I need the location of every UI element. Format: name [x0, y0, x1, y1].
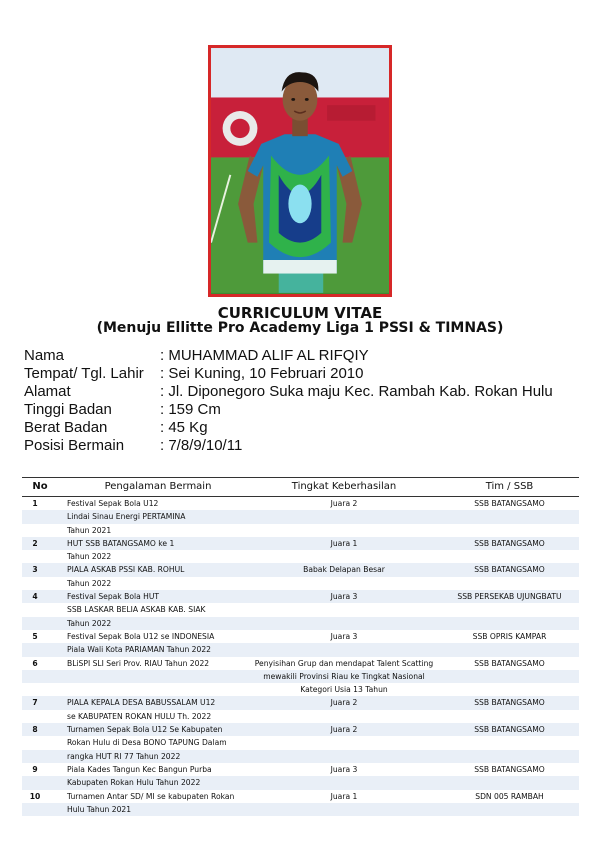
table-row [22, 750, 579, 763]
cell-achievement [248, 803, 440, 816]
cell-team [440, 670, 579, 683]
cell-no [22, 750, 48, 763]
table-row [22, 657, 579, 670]
cell-team [440, 803, 579, 816]
cell-no [22, 510, 48, 523]
cell-experience: Lindai Sinau Energi PERTAMINA [67, 512, 186, 522]
table-row [22, 603, 579, 616]
bio-value: : 159 Cm [160, 401, 221, 418]
cell-no: 4 [32, 592, 38, 602]
table-row [22, 550, 579, 563]
cell-achievement [248, 617, 440, 630]
bio-row-birth [24, 365, 584, 383]
cell-achievement [248, 750, 440, 763]
table-row [22, 710, 579, 723]
cell-experience: Tahun 2021 [67, 525, 112, 535]
bio-label: Nama [24, 347, 65, 364]
cell-achievement: Juara 2 [330, 499, 358, 508]
cell-team [440, 750, 579, 763]
table-row [22, 537, 579, 550]
cell-team: SSB BATANGSAMO [474, 658, 545, 668]
cell-achievement [248, 524, 440, 537]
cell-achievement: Juara 1 [330, 538, 358, 548]
table-row [22, 736, 579, 749]
cell-achievement [248, 510, 440, 523]
table-body [22, 497, 579, 816]
cell-team [440, 603, 579, 616]
cell-experience: Hulu Tahun 2021 [67, 804, 132, 814]
cell-no: 10 [29, 791, 41, 801]
cell-experience: PIALA KEPALA DESA BABUSSALAM U12 [67, 698, 216, 708]
cell-no [22, 776, 48, 789]
cell-achievement: mewakili Provinsi Riau ke Tingkat Nasional [263, 671, 425, 681]
bio-row-weight [24, 419, 584, 437]
bio-value: : 7/8/9/10/11 [160, 437, 243, 454]
header-no: No [32, 481, 48, 492]
cell-achievement [248, 603, 440, 616]
cell-no: 2 [32, 538, 38, 548]
table-row [22, 590, 579, 603]
cell-no: 7 [32, 698, 38, 708]
table-row [22, 563, 579, 576]
cell-achievement: Juara 3 [330, 592, 358, 602]
cell-no [22, 577, 48, 590]
cell-achievement: Juara 3 [330, 631, 358, 641]
cell-no [22, 736, 48, 749]
header-achievement: Tingkat Keberhasilan [291, 481, 397, 492]
bio-value: : Jl. Diponegoro Suka maju Kec. Rambah Kab. Rokan Hulu [160, 383, 553, 400]
cell-achievement: Babak Delapan Besar [303, 565, 385, 575]
table-row [22, 803, 579, 816]
cell-no: 8 [32, 725, 38, 735]
cell-achievement [248, 776, 440, 789]
table-row [22, 497, 579, 510]
cell-team [440, 524, 579, 537]
bio-value: : MUHAMMAD ALIF AL RIFQIY [160, 347, 369, 364]
cell-team [440, 683, 579, 696]
cell-no [22, 550, 48, 563]
cell-team: SDN 005 RAMBAH [475, 791, 544, 801]
cell-experience [48, 670, 248, 683]
cell-experience: SSB LASKAR BELIA ASKAB KAB. SIAK [67, 605, 206, 615]
cell-achievement: Penyisihan Grup dan mendapat Talent Scatting [254, 658, 434, 668]
cell-no [22, 603, 48, 616]
cell-team [440, 550, 579, 563]
cell-achievement [248, 710, 440, 723]
cell-team: SSB BATANGSAMO [474, 698, 545, 708]
cell-no [22, 524, 48, 537]
cell-no [22, 683, 48, 696]
cell-no: 9 [32, 764, 38, 774]
player-photo [208, 45, 392, 297]
cell-no [22, 803, 48, 816]
cell-experience: Festival Sepak Bola HUT [67, 592, 160, 602]
cell-experience: Piala Kades Tangun Kec Bangun Purba [67, 764, 212, 774]
table-row [22, 577, 579, 590]
cell-team [440, 710, 579, 723]
cell-experience: Festival Sepak Bola U12 [67, 499, 159, 508]
cell-achievement: Juara 2 [330, 725, 358, 735]
bio-label: Tinggi Badan [24, 401, 112, 418]
table-row [22, 763, 579, 776]
table-row [22, 630, 579, 643]
cell-achievement [248, 550, 440, 563]
cell-achievement: Juara 2 [330, 698, 358, 708]
cell-no [22, 643, 48, 656]
cell-experience: rangka HUT RI 77 Tahun 2022 [67, 751, 181, 761]
cell-team [440, 643, 579, 656]
cell-achievement [248, 736, 440, 749]
bio-row-address [24, 383, 584, 401]
bio-row-height [24, 401, 584, 419]
cell-team: SSB OPRIS KAMPAR [472, 631, 547, 641]
cell-no: 5 [32, 631, 38, 641]
table-row [22, 696, 579, 709]
cell-team [440, 776, 579, 789]
bio-row-position [24, 437, 584, 455]
cell-team [440, 510, 579, 523]
cell-team: SSB PERSEKAB UJUNGBATU [457, 592, 562, 602]
cell-no: 1 [32, 499, 38, 508]
bio-row-nama [24, 347, 584, 365]
cell-no: 6 [32, 658, 38, 668]
bio-value: : Sei Kuning, 10 Februari 2010 [160, 365, 364, 382]
cell-no [22, 617, 48, 630]
table-row [22, 723, 579, 736]
table-row [22, 524, 579, 537]
cell-achievement [248, 643, 440, 656]
cell-experience: Tahun 2022 [67, 618, 112, 628]
cell-experience: Kabupaten Rokan Hulu Tahun 2022 [67, 778, 201, 788]
cell-experience: Turnamen Sepak Bola U12 Se Kabupaten [67, 725, 223, 735]
experience-table [22, 477, 579, 816]
cell-experience: PIALA ASKAB PSSI KAB. ROHUL [67, 565, 185, 575]
cell-experience: Tahun 2022 [67, 552, 112, 562]
cell-experience: HUT SSB BATANGSAMO ke 1 [67, 538, 175, 548]
cell-experience: Rokan Hulu di Desa BONO TAPUNG Dalam [67, 738, 227, 748]
cell-achievement: Kategori Usia 13 Tahun [300, 685, 388, 695]
cv-title: CURRICULUM VITAE [217, 304, 383, 322]
table-header [22, 477, 579, 497]
cell-no: 3 [32, 565, 38, 575]
bio-label: Tempat/ Tgl. Lahir [24, 365, 144, 382]
player-photo-illustration [211, 48, 389, 294]
cell-team [440, 577, 579, 590]
table-row [22, 670, 579, 683]
bio-label: Berat Badan [24, 419, 108, 436]
table-row [22, 510, 579, 523]
table-row [22, 643, 579, 656]
cell-experience [48, 683, 248, 696]
bio-label: Posisi Bermain [24, 437, 125, 454]
cell-experience: BLiSPI SLI Seri Prov. RIAU Tahun 2022 [67, 658, 210, 668]
cv-subtitle: (Menuju Ellitte Pro Academy Liga 1 PSSI & TIMNAS) [96, 320, 504, 336]
cell-achievement [248, 577, 440, 590]
header-team: Tim / SSB [485, 481, 534, 492]
cell-experience: Piala Wali Kota PARIAMAN Tahun 2022 [67, 645, 212, 655]
bio-section [24, 347, 584, 455]
bio-label: Alamat [24, 383, 71, 400]
cell-team: SSB BATANGSAMO [474, 725, 545, 735]
table-row [22, 683, 579, 696]
table-row [22, 617, 579, 630]
cell-team: SSB BATANGSAMO [474, 499, 545, 508]
bio-value: : 45 Kg [160, 419, 208, 436]
cell-experience: Festival Sepak Bola U12 se INDONESIA [67, 631, 215, 641]
cell-team [440, 736, 579, 749]
table-row [22, 776, 579, 789]
cell-experience: Tahun 2022 [67, 578, 112, 588]
table-row [22, 790, 579, 803]
cell-team: SSB BATANGSAMO [474, 764, 545, 774]
cell-experience: se KABUPATEN ROKAN HULU Th. 2022 [67, 711, 212, 721]
cell-no [22, 710, 48, 723]
cell-achievement: Juara 3 [330, 764, 358, 774]
cell-no [22, 670, 48, 683]
cell-team [440, 617, 579, 630]
cell-team: SSB BATANGSAMO [474, 538, 545, 548]
header-experience: Pengalaman Bermain [104, 481, 212, 492]
cell-team: SSB BATANGSAMO [474, 565, 545, 575]
cell-achievement: Juara 1 [330, 791, 358, 801]
cell-experience: Turnamen Antar SD/ MI se kabupaten Rokan [67, 791, 235, 801]
